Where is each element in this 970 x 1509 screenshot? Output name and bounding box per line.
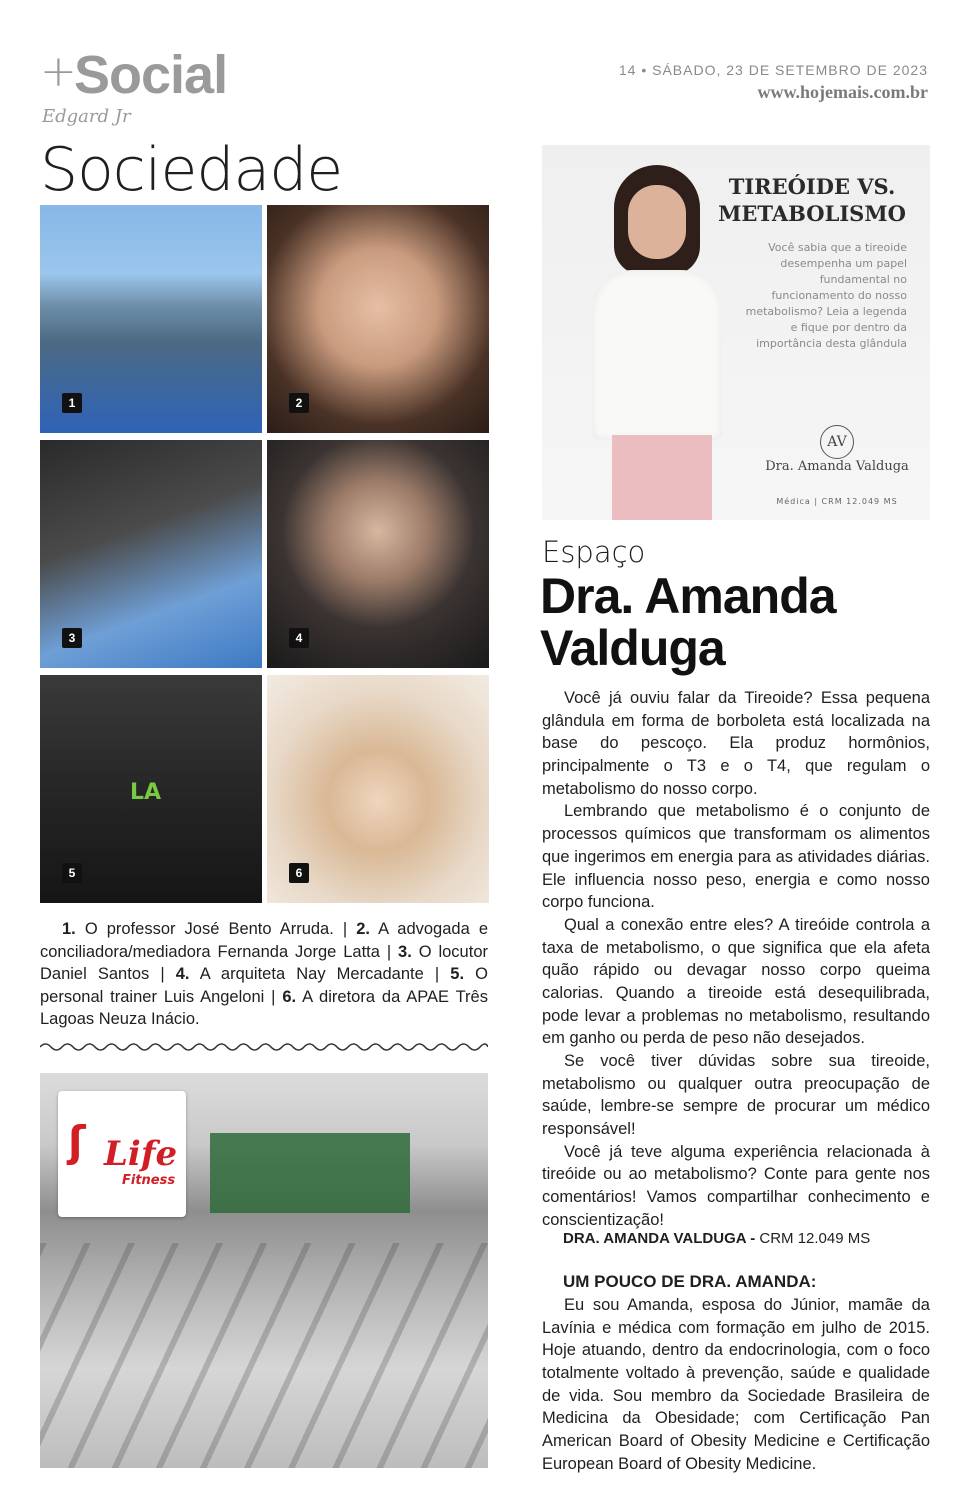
site-link[interactable]: www.hojemais.com.br: [757, 82, 928, 102]
wave-divider: [40, 1040, 488, 1054]
photo-6: [267, 675, 489, 903]
photo-4: [267, 440, 489, 668]
runner-figure-icon: ʃ: [68, 1117, 86, 1166]
byline-name: DRA. AMANDA VALDUGA -: [563, 1230, 760, 1247]
photo-number: 3: [62, 628, 82, 648]
photo-number: 1: [62, 393, 82, 413]
article-paragraph: Você já teve alguma experiência relacionada à tireóide ou ao metabolismo? Conte para gente nos comentários! Vamos compartilhar conhecimento e conscientização!: [542, 1142, 930, 1229]
brand-plus: +: [40, 46, 77, 97]
photo-number: 4: [289, 628, 309, 648]
gym-equipment: [40, 1243, 488, 1468]
caption-text: O professor José Bento Arruda. |: [75, 920, 357, 938]
banner-crm: Médica | CRM 12.049 MS: [776, 497, 898, 506]
caption-number: 2.: [356, 920, 370, 938]
about-text: Eu sou Amanda, esposa do Júnior, mamãe da Lavínia e médica com formação em julho de 2015. Hoje atuando, dentro da endocrinologia, com o foco totalmente voltado à prevenção, saúde e qualidade de vida. Sou membro da Sociedade Brasileira de Medicina da Obesidade; com Certificação Pan American Board of Obesity Medicine e Certificação European Board of Obesity Medicine.: [542, 1296, 930, 1473]
banner-signature: Dra. Amanda Valduga: [765, 459, 909, 474]
caption-number: 3.: [398, 942, 412, 961]
article-byline: [563, 1230, 870, 1247]
caption-number: 1.: [62, 920, 76, 938]
section-title: Sociedade: [40, 135, 343, 205]
portrait-face: [628, 185, 686, 259]
logo-word: Life: [104, 1134, 178, 1174]
brand-signature: Edgard Jr: [42, 106, 131, 127]
caption-text: A arquiteta Nay Mercadante |: [189, 965, 451, 984]
thyroid-banner: [542, 145, 930, 520]
article-paragraph: Você já ouviu falar da Tireoide? Essa pequena glândula em forma de borboleta está localizada na base do pescoço. Ela produz hormônios, principalmente o T3 e o T4, que regulam o metabolismo do nosso corpo.: [542, 689, 930, 798]
caption-text: O locutor Daniel Santos |: [40, 942, 488, 984]
logo-sub: Fitness: [122, 1173, 176, 1188]
caption-number: 6.: [282, 987, 297, 1006]
monogram-logo: AV: [820, 425, 854, 459]
about-title: UM POUCO DE DRA. AMANDA:: [563, 1272, 817, 1291]
article-body: [542, 687, 930, 1232]
photo-5: [40, 675, 262, 903]
article-paragraph: Se você tiver dúvidas sobre sua tireoide, metabolismo ou qualquer outra preocupação de saúde, lembre-se sempre de procurar um médico responsável!: [542, 1052, 930, 1139]
photo-1: [40, 205, 262, 433]
portrait-blouse: [592, 270, 722, 440]
gym-green-wall: [210, 1133, 410, 1213]
photo-2: [267, 205, 489, 433]
banner-title-line: TIREÓIDE VS.: [728, 174, 896, 199]
shirt-logo: LA: [130, 780, 162, 805]
masthead-logo: [40, 45, 270, 138]
banner-title-line: METABOLISMO: [718, 201, 906, 227]
caption-number: 4.: [175, 965, 190, 984]
photo-captions: [40, 918, 488, 1031]
article-paragraph: Qual a conexão entre eles? A tireóide controla a taxa de metabolismo, o que significa que ela afeta quão rápido ou devagar nosso corpo queima calorias. Quando a tireoide está desequilibrada, pode levar a problemas no metabolismo, resultando em ganho ou perda de peso não desejados.: [542, 915, 930, 1048]
brand-word: Social: [74, 45, 228, 105]
caption-text: A advogada e conciliadora/mediadora Fernanda Jorge Latta |: [40, 920, 488, 961]
photo-number: 6: [289, 863, 309, 883]
life-fitness-logo: [58, 1091, 186, 1217]
portrait-skirt: [612, 435, 712, 520]
photo-number: 5: [62, 863, 82, 883]
byline-crm: CRM 12.049 MS: [759, 1230, 871, 1247]
article-headline: Dra. Amanda Valduga: [540, 568, 836, 676]
banner-title: [702, 173, 922, 228]
gym-advertisement: [40, 1073, 488, 1468]
photo-number: 2: [289, 393, 309, 413]
article-kicker: Espaço: [542, 535, 646, 569]
caption-number: 5.: [450, 965, 465, 984]
caption-text: A diretora da APAE Três Lagoas Neuza Inácio.: [40, 987, 488, 1029]
caption-text: O personal trainer Luis Angeloni |: [40, 965, 488, 1006]
photo-3: [40, 440, 262, 668]
page-dateline: 14 • SÁBADO, 23 DE SETEMBRO DE 2023: [618, 62, 928, 78]
banner-text: Você sabia que a tireoide desempenha um papel fundamental no funcionamento do nosso metabolismo? Leia a legenda e fique por dentro da importância desta glândula: [745, 241, 907, 350]
article-paragraph: Lembrando que metabolismo é o conjunto de processos químicos que transformam os alimentos que ingerimos em energia para as atividades diárias. Ele influencia nosso peso, energia e como nosso corpo funciona.: [542, 802, 930, 912]
